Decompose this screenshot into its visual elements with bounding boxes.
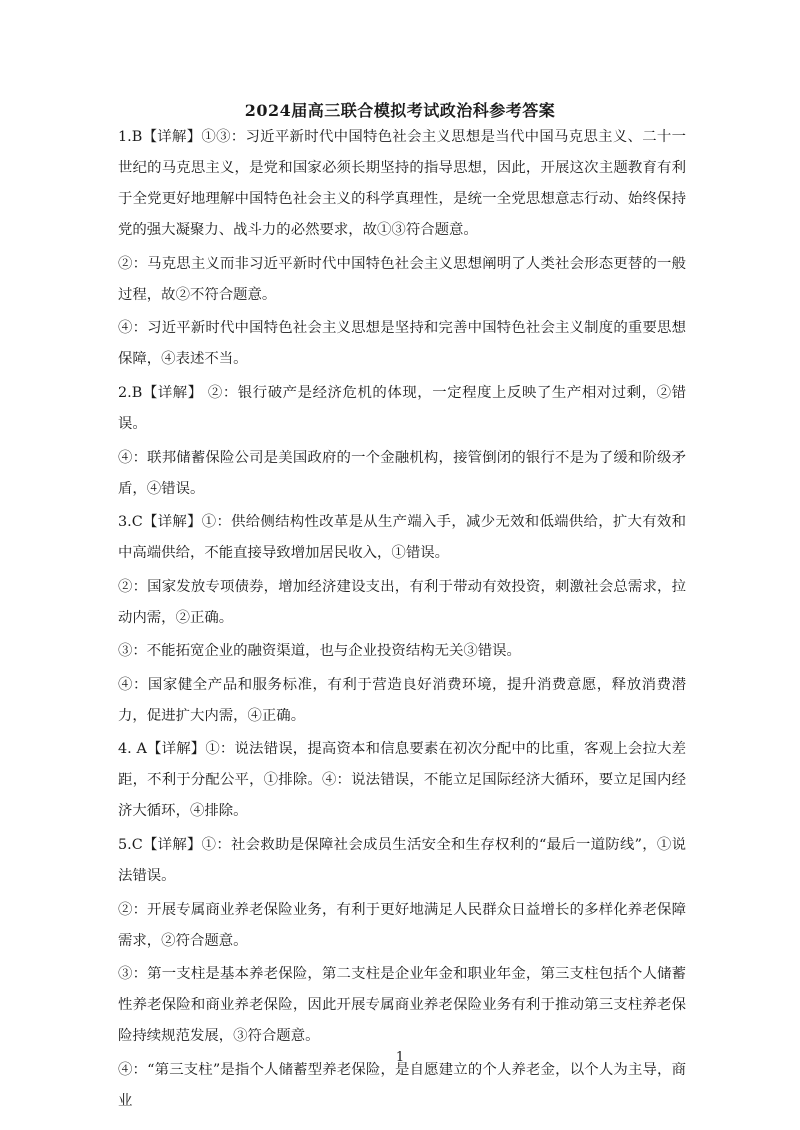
paragraph: 4. A【详解】①：说法错误，提高资本和信息要素在初次分配中的比重，客观上会拉大差距，不利于分配公平，①排除。④：说法错误，不能立足国际经济大循环，要立足国内经济大循环，④排除。: [118, 741, 686, 820]
paragraph: ②：国家发放专项债券，增加经济建设支出，有利于带动有效投资，刺激社会总需求，拉动内需，②正确。: [118, 578, 686, 626]
paragraph: ③：不能拓宽企业的融资渠道，也与企业投资结构无关③错误。: [118, 643, 521, 660]
paragraph: 5.C【详解】①：社会救助是保障社会成员生活安全和生存权利的“最后一道防线”，①说法错误。: [118, 836, 686, 885]
paragraph: ④：联邦储蓄保险公司是美国政府的一个金融机构，接管倒闭的银行不是为了缓和阶级矛盾，④错误。: [118, 449, 686, 497]
paragraph: 3.C【详解】①：供给侧结构性改革是从生产端入手，减少无效和低端供给，扩大有效和中高端供给，不能直接导致增加居民收入，①错误。: [118, 514, 686, 562]
page-number: 1: [395, 1050, 405, 1065]
paragraph: 2.B【详解】 ②：银行破产是经济危机的体现，一定程度上反映了生产相对过剩，②错误。: [118, 384, 686, 433]
paragraph: ②：开展专属商业养老保险业务，有利于更好地满足人民群众日益增长的多样化养老保障需求，②符合题意。: [118, 901, 686, 949]
paragraph: ④：习近平新时代中国特色社会主义思想是坚持和完善中国特色社会主义制度的重要思想保障，④表述不当。: [118, 320, 686, 368]
answer-body: [118, 122, 686, 1119]
paragraph: ④：国家健全产品和服务标准，有利于营造良好消费环境，提升消费意愿，释放消费潜力，促进扩大内需，④正确。: [118, 676, 686, 724]
paragraph: ②：马克思主义而非习近平新时代中国特色社会主义思想阐明了人类社会形态更替的一般过程，故②不符合题意。: [118, 255, 686, 303]
paragraph: ④：“第三支柱”是指个人储蓄型养老保险，是自愿建立的个人养老金，以个人为主导，商业: [118, 1061, 686, 1109]
paragraph: 1.B【详解】①③：习近平新时代中国特色社会主义思想是当代中国马克思主义、二十一世纪的马克思主义，是党和国家必须长期坚持的指导思想，因此，开展这次主题教育有利于全党更好地理解中国特色社会主义的科学真理性，是统一全党思想意志行动、始终保持党的强大凝聚力、战斗力的必然要求，故①③符合题意。: [118, 129, 686, 239]
paragraph: ③：第一支柱是基本养老保险，第二支柱是企业年金和职业年金，第三支柱包括个人储蓄性养老保险和商业养老保险，因此开展专属商业养老保险业务有利于推动第三支柱养老保险持续规范发展，③符合题意。: [118, 966, 686, 1045]
document-title: 2024届高三联合模拟考试政治科参考答案: [244, 101, 556, 120]
